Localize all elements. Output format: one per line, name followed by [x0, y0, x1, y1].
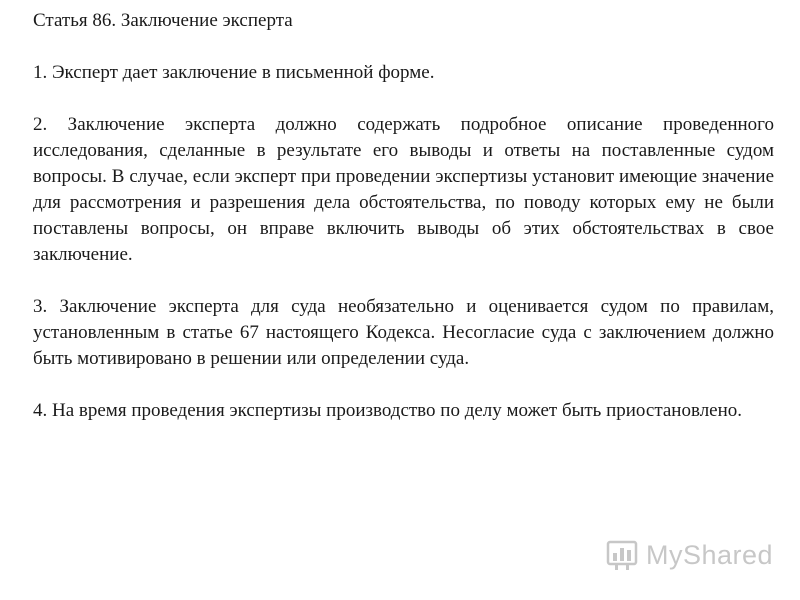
article-title: Статья 86. Заключение эксперта [33, 10, 293, 31]
chart-icon [606, 539, 640, 571]
myshared-watermark [606, 538, 773, 572]
watermark-text: MyShared [646, 540, 774, 570]
paragraph-3: 3. Заключение эксперта для суда необязательно и оценивается судом по правилам, установленным в статье 67 настоящего Кодекса. Несогласие суда с заключением должно быть мотивировано в решении или определении суда. [33, 296, 774, 369]
paragraph-1: 1. Эксперт дает заключение в письменной форме. [33, 62, 435, 83]
paragraph-4: 4. На время проведения экспертизы производство по делу может быть приостановлено. [33, 400, 743, 421]
document-content [33, 8, 774, 424]
paragraph-2: 2. Заключение эксперта должно содержать подробное описание проведенного исследования, сделанные в результате его выводы и ответы на поставленные судом вопросы. В случае, если эксперт при проведении экспертизы установит имеющие значение для рассмотрения и разрешения дела обстоятельства, по поводу которых ему не были поставлены вопросы, он вправе включить выводы об этих обстоятельствах в свое заключение. [33, 114, 774, 265]
